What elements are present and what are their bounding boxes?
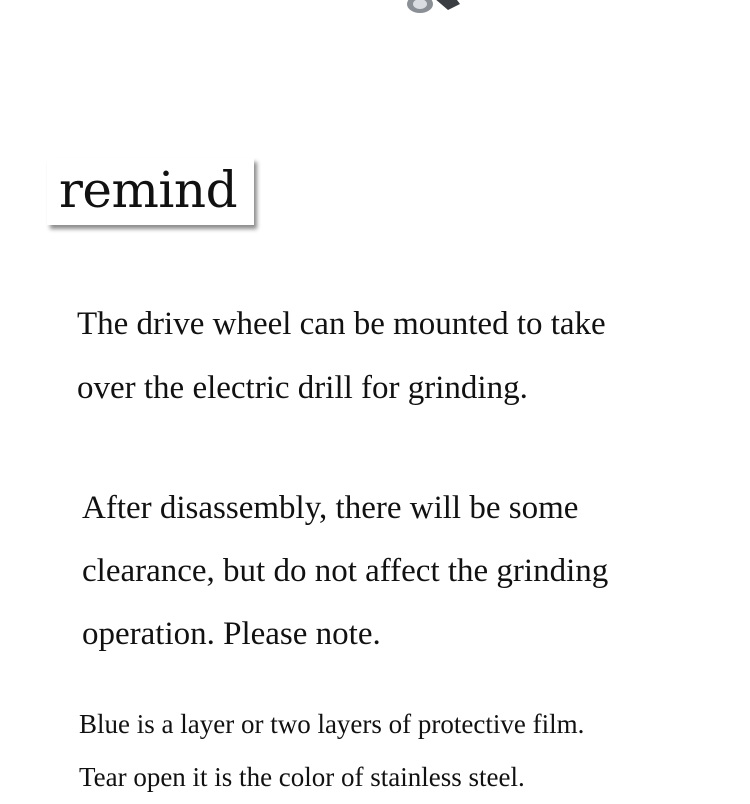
- paragraph-line: operation. Please note.: [82, 616, 381, 652]
- drill-fragment-icon: [404, 0, 514, 16]
- paragraph-drive-wheel: [77, 292, 717, 420]
- drill-body-shape: [434, 0, 460, 10]
- paragraph-disassembly: [82, 477, 722, 666]
- paragraph-line: Tear open it is the color of stainless steel.: [79, 762, 525, 792]
- remind-heading-box: [47, 158, 254, 225]
- paragraph-protective-film: [79, 698, 719, 804]
- paragraph-line: The drive wheel can be mounted to take: [77, 306, 606, 342]
- paragraph-line: After disassembly, there will be some: [82, 490, 579, 526]
- paragraph-line: Blue is a layer or two layers of protective film.: [79, 709, 585, 739]
- paragraph-line: clearance, but do not affect the grinding: [82, 553, 609, 589]
- drill-fragment-svg: [404, 0, 514, 16]
- remind-heading: remind: [59, 161, 238, 219]
- paragraph-line: over the electric drill for grinding.: [77, 370, 528, 406]
